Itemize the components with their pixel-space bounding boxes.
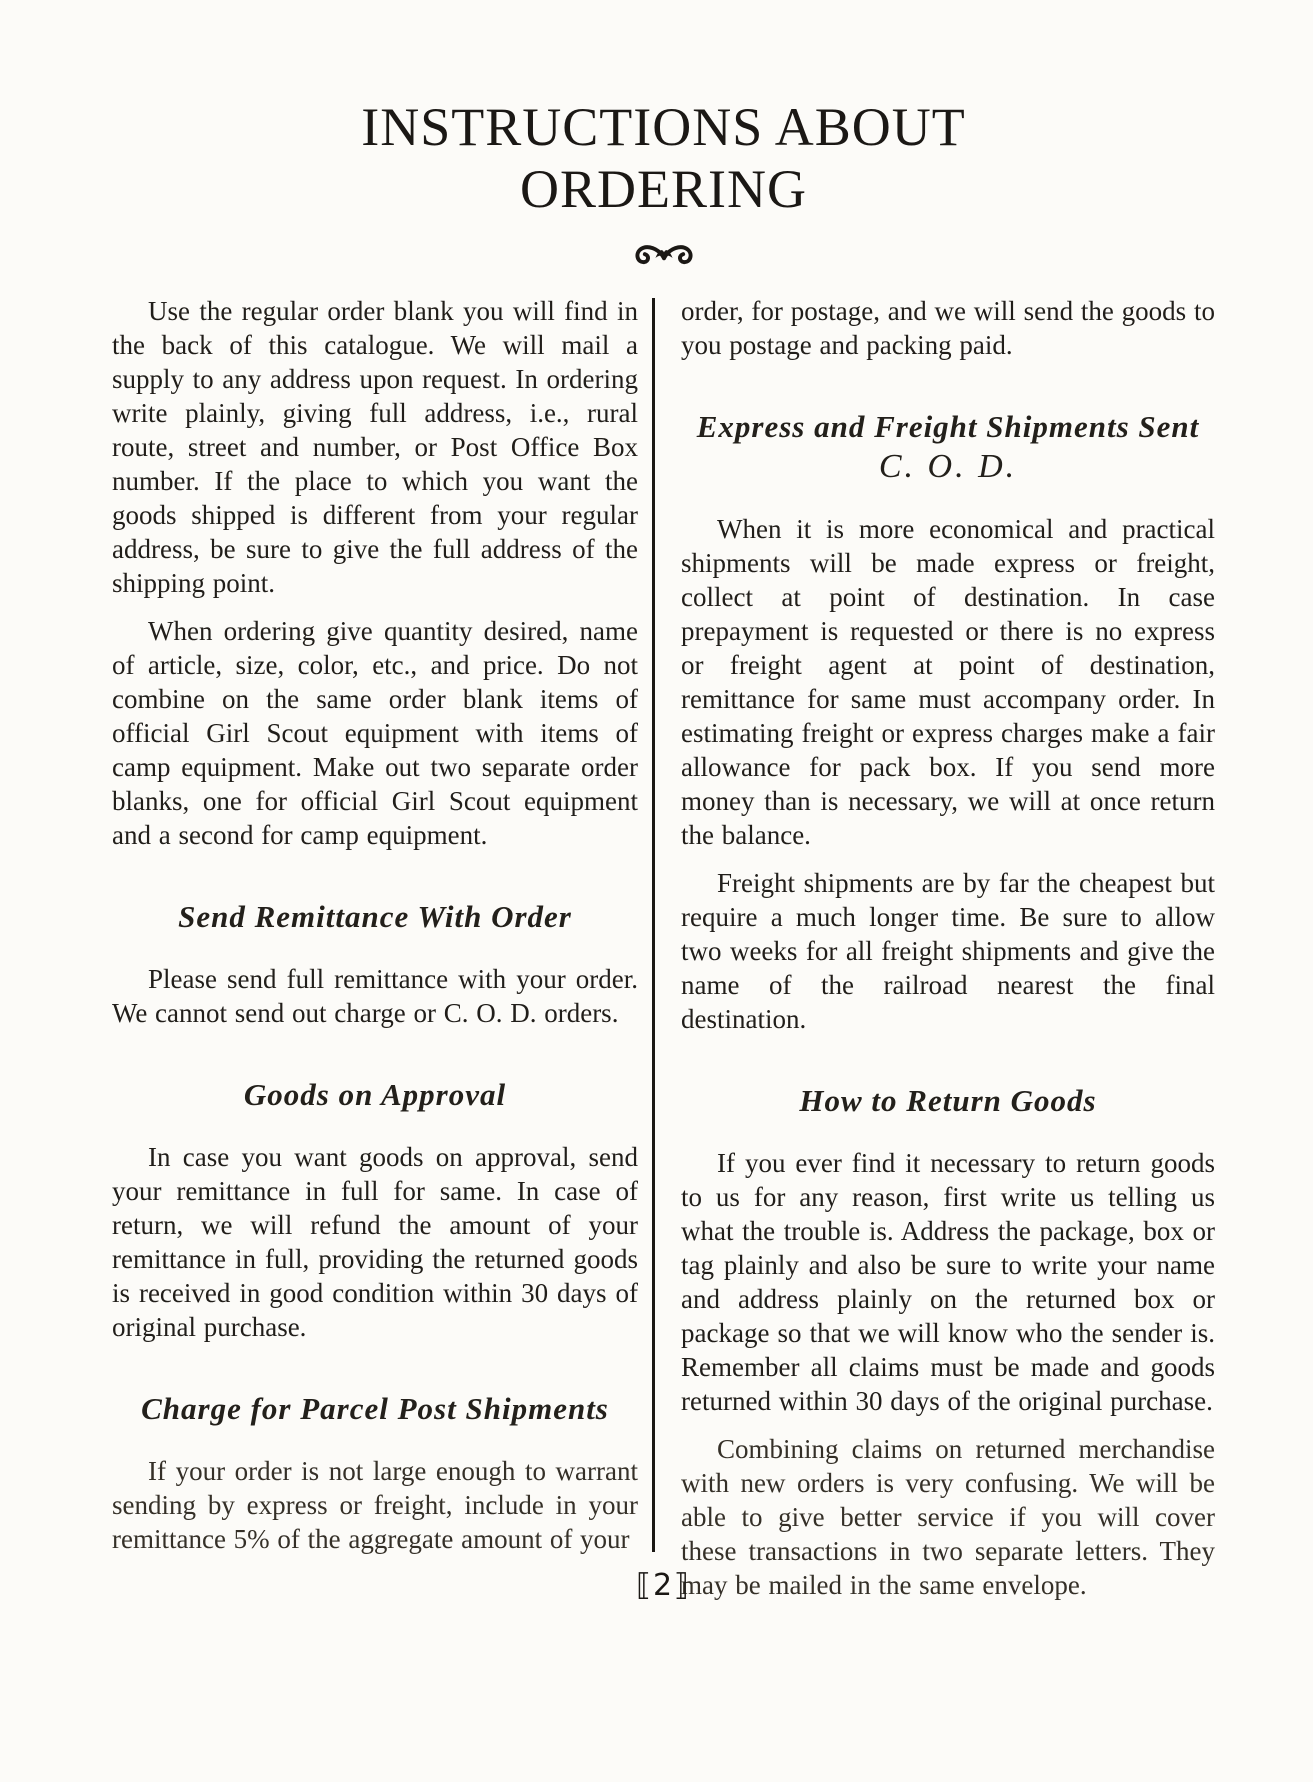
left-column — [112, 294, 638, 1556]
freight-paragraph: Freight shipments are by far the cheapest but require a much longer time. Be sure to allow two weeks for all freight shipments and give the name of the railroad nearest the final destination. — [681, 868, 1215, 1034]
two-column-text — [112, 294, 1215, 1602]
cod-heading-line-2: C. O. D. — [878, 448, 1018, 485]
page-title-line-1: INSTRUCTIONS ABOUT — [361, 97, 966, 157]
parcel-post-heading: Charge for Parcel Post Shipments — [141, 1391, 609, 1426]
intro-paragraph: Use the regular order blank you will find in the back of this catalogue. We will mail a supply to any address upon request. In ordering write plainly, giving full address, i.e., rural route, street and number, or Post Office Box number. If the place to which you want the goods shipped is different from your regular address, be sure to give the full address of the shipping point. — [112, 296, 638, 598]
remittance-paragraph: Please send full remittance with your order. We cannot send out charge or C. O. D. orders. — [112, 964, 638, 1028]
return-goods-heading: How to Return Goods — [799, 1083, 1097, 1118]
cod-paragraph: When it is more economical and practical shipments will be made express or freight, collect at point of destination. In case prepayment is requested or there is no express or freight agent at point of destination, remittance for same must accompany order. In estimating freight or express charges make a fair allowance for pack box. If you send more money than is necessary, we will at once return the balance. — [681, 514, 1215, 850]
combining-claims-paragraph: Combining claims on returned merchandise with new orders is very confusing. We will be able to give better service if you will cover these transactions in two separate letters. They may be mailed in the same envelope. — [681, 1434, 1215, 1600]
approval-heading: Goods on Approval — [243, 1077, 507, 1112]
page-number: ⟦2⟧ — [636, 1568, 691, 1603]
parcel-post-paragraph: If your order is not large enough to warrant sending by express or freight, include in your remittance 5% of the aggregate amount of your — [112, 1456, 638, 1554]
column-divider-rule — [652, 298, 655, 1552]
parcel-post-paragraph-continued: order, for postage, and we will send the goods to you postage and packing paid. — [681, 296, 1215, 360]
cod-heading-line-1: Express and Freight Shipments Sent — [696, 409, 1200, 444]
ordering-paragraph: When ordering give quantity desired, name of article, size, color, etc., and price. Do not combine on the same order blank items of official Girl Scout equipment with items of camp equipment. Make out two separate order blanks, one for official Girl Scout equipment and a second for camp equipment. — [112, 616, 638, 850]
right-column — [681, 294, 1215, 1602]
scroll-ornament-icon — [112, 242, 1215, 274]
return-goods-paragraph: If you ever find it necessary to return goods to us for any reason, first write us telling us what the trouble is. Address the package, box or tag plainly and also be sure to write your name and address plainly on the returned box or package so that we will know who the sender is. Remember all claims must be made and goods returned within 30 days of the original purchase. — [681, 1148, 1215, 1416]
page-title — [112, 96, 1215, 220]
remittance-heading: Send Remittance With Order — [178, 899, 572, 934]
approval-paragraph: In case you want goods on approval, send your remittance in full for same. In case of return, we will refund the amount of your remittance in full, providing the returned goods is received in good condition within 30 days of original purchase. — [112, 1142, 638, 1342]
page-title-line-2: ORDERING — [520, 159, 807, 219]
